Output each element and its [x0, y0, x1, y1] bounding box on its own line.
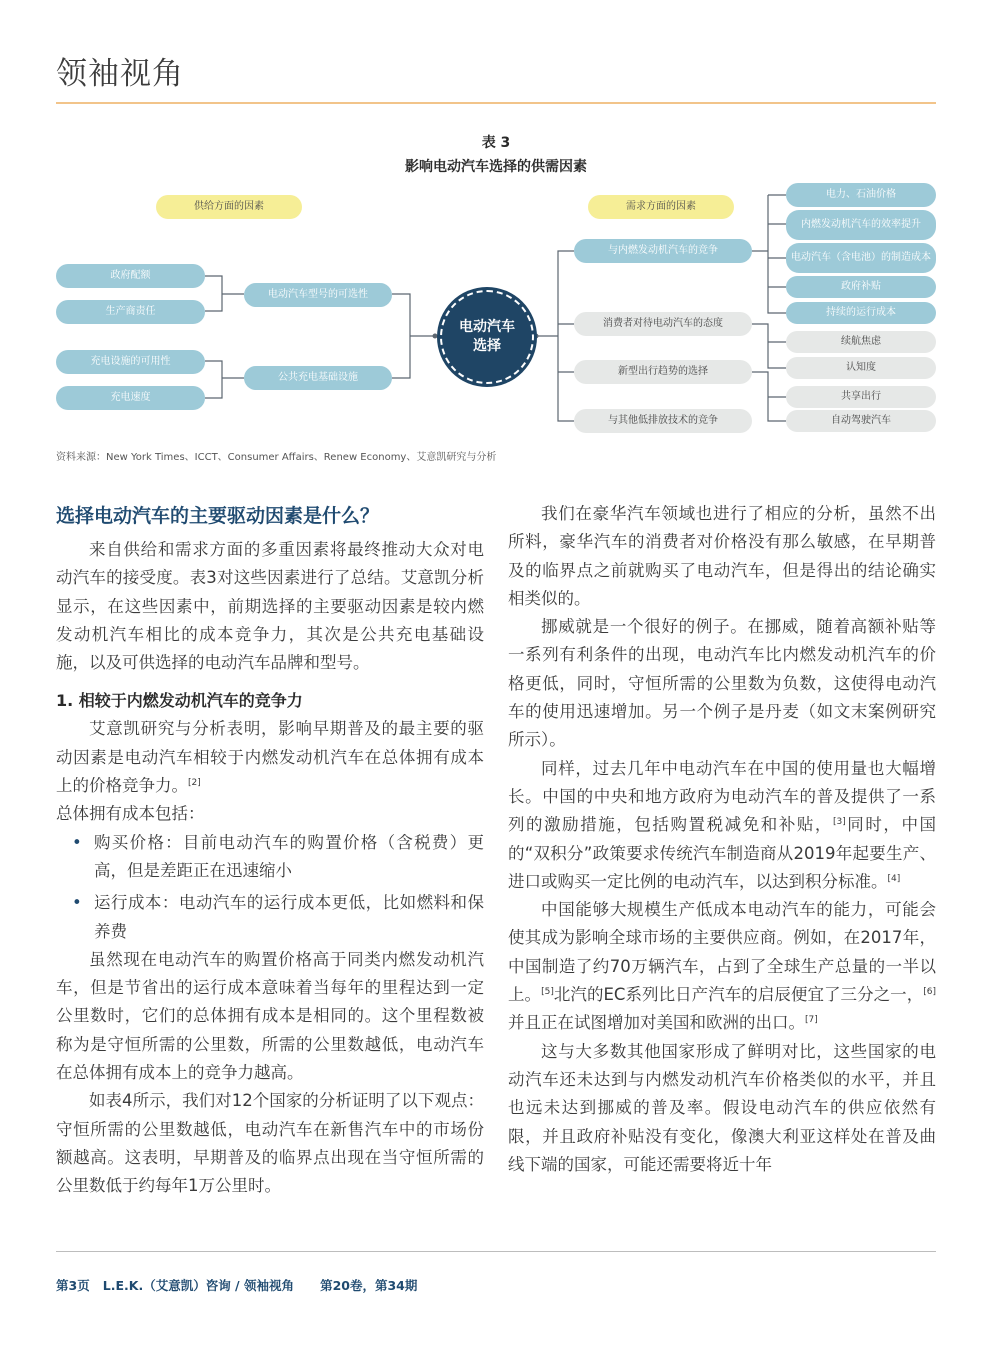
figure-source: 资料来源：New York Times、ICCT、Consumer Affairs、Renew Economy、艾意凯研究与分析 [56, 452, 497, 463]
paragraph-text: 并且正在试图增加对美国和欧洲的出口。 [508, 1013, 805, 1033]
page-title: 领袖视角 [56, 56, 184, 92]
factor-low-emission-competition: 与其他低排放技术的竞争 [574, 409, 752, 433]
paragraph: 我们在豪华汽车领域也进行了相应的分析，虽然不出所料，豪华汽车的消费者对价格没有那么敏感，在早期普及的临界点之前就购买了电动汽车，但是得出的结论确实相类似的。 [508, 504, 936, 608]
bullet-dot: • [72, 832, 82, 852]
footnote-ref: [5] [541, 987, 554, 998]
left-column [56, 502, 484, 1201]
bullet-dot: • [72, 893, 82, 913]
factor-ice-competition: 与内燃发动机汽车的竞争 [574, 239, 752, 263]
supply-factors-header: 供给方面的因素 [156, 195, 302, 219]
paragraph: 来自供给和需求方面的多重因素将最终推动大众对电动汽车的接受度。表3对这些因素进行了总结。艾意凯分析显示，在这些因素中，前期选择的主要驱动因素是较内燃发动机汽车相比的成本竞争力，其次是公共充电基础设施，以及可供选择的电动汽车品牌和型号。 [56, 540, 484, 673]
footer-divider [56, 1251, 936, 1252]
factor-ev-manufacturing-cost: 电动汽车（含电池）的制造成本 [786, 243, 936, 273]
paragraph-text: 同时，中国的“双积分”政策要求传统汽车制造商从2019年起要生产、进口或购买一定比例的电动汽车，以达到积分标准。 [508, 815, 937, 891]
paragraph: 总体拥有成本包括： [56, 804, 205, 824]
paragraph [508, 755, 936, 896]
factor-new-mobility-trends: 新型出行趋势的选择 [574, 360, 752, 384]
bullet-item [56, 889, 484, 946]
subsection-heading: 1. 相较于内燃发动机汽车的竞争力 [56, 691, 303, 711]
figure-label: 表 3 [481, 135, 511, 151]
demand-factors-header: 需求方面的因素 [588, 195, 734, 219]
footnote-ref: [2] [188, 778, 201, 789]
paragraph: 挪威就是一个很好的例子。在挪威，随着高额补贴等一系列有利条件的出现，电动汽车比内燃发动机汽车的价格更低，同时，守恒所需的公里数为负数，这使得电动汽车的使用迅速增加。另一个例子是丹麦（如文末案例研究所示）。 [508, 617, 936, 750]
diagram-hub [440, 290, 534, 384]
factor-charging-availability: 充电设施的可用性 [56, 350, 205, 374]
bullet-text: 运行成本：电动汽车的运行成本更低，比如燃料和保养费 [94, 893, 484, 941]
paragraph-text: 中国能够大规模生产低成本电动汽车的能力，可能会使其成为影响全球市场的主要供应商。例如，在2017年，中国制造了约70万辆汽车，占到了全球生产总量的一半以上。 [508, 900, 936, 1005]
paragraph: 这与大多数其他国家形成了鲜明对比，这些国家的电动汽车还未达到与内燃发动机汽车价格类似的水平，并且也远未达到挪威的普及率。假设电动汽车的供应依然有限，并且政府补贴没有变化，像澳大利亚这样处在普及曲线下端的国家，可能还需要将近十年 [508, 1041, 936, 1174]
figure-title: 影响电动汽车选择的供需因素 [405, 159, 587, 175]
paragraph: 虽然现在电动汽车的购置价格高于同类内燃发动机汽车，但是节省出的运行成本意味着当每年的里程达到一定公里数时，它们的总体拥有成本是相同的。这个里程数被称为是守恒所需的公里数，所需的公里数越低，电动汽车在总体拥有成本上的竞争力越高。 [56, 949, 484, 1083]
factor-autonomous-driving: 自动驾驶汽车 [786, 410, 936, 432]
factor-ice-efficiency: 内燃发动机汽车的效率提升 [786, 210, 936, 240]
paragraph [56, 715, 484, 800]
bullet-text: 购买价格：目前电动汽车的购置价格（含税费）更高，但是差距正在迅速缩小 [94, 832, 484, 880]
bullet-item [56, 829, 484, 886]
paragraph: 如表4所示，我们对12个国家的分析证明了以下观点：守恒所需的公里数越低，电动汽车在新售汽车中的市场份额越高。这表明，早期普及的临界点出现在当守恒所需的公里数低于约每年1万公里时。 [56, 1091, 484, 1196]
factor-range-anxiety: 续航焦虑 [786, 331, 936, 353]
paragraph-text: 艾意凯研究与分析表明，影响早期普及的最主要的驱动因素是电动汽车相较于内燃发动机汽车在总体拥有成本上的价格竞争力。 [56, 719, 484, 796]
factor-awareness: 认知度 [786, 357, 936, 379]
page-footer: 第3页 L.E.K.（艾意凯）咨询 / 领袖视角 第20卷，第34期 [56, 1278, 418, 1293]
footnote-ref: [6] [923, 987, 937, 998]
factor-shared-mobility: 共享出行 [786, 386, 936, 408]
factor-consumer-attitude: 消费者对待电动汽车的态度 [574, 312, 752, 336]
footnote-ref: [4] [887, 873, 901, 884]
factor-public-charging-infrastructure: 公共充电基础设施 [244, 366, 392, 390]
factor-power-oil-price: 电力、石油价格 [786, 183, 936, 207]
paragraph [508, 896, 936, 1037]
factor-ev-model-choice: 电动汽车型号的可选性 [244, 283, 392, 307]
factor-charging-speed: 充电速度 [56, 386, 205, 410]
footnote-ref: [7] [805, 1015, 818, 1026]
paragraph-text: 北汽的EC系列比日产汽车的启辰便宜了三分之一， [553, 985, 924, 1005]
section-heading: 选择电动汽车的主要驱动因素是什么？ [56, 505, 380, 527]
footnote-ref: [3] [832, 817, 846, 828]
factor-government-quota: 政府配额 [56, 264, 205, 288]
factor-running-cost: 持续的运行成本 [786, 302, 936, 324]
paragraph-text: 同样，过去几年中电动汽车在中国的使用量也大幅增长。中国的中央和地方政府为电动汽车的普及提供了一系列的激励措施，包括购置税减免和补贴， [508, 758, 936, 835]
hub-label: 电动汽车 选择 [459, 319, 515, 354]
factor-government-subsidy: 政府补贴 [786, 276, 936, 298]
factor-producer-responsibility: 生产商责任 [56, 300, 205, 324]
right-column [508, 500, 936, 1179]
